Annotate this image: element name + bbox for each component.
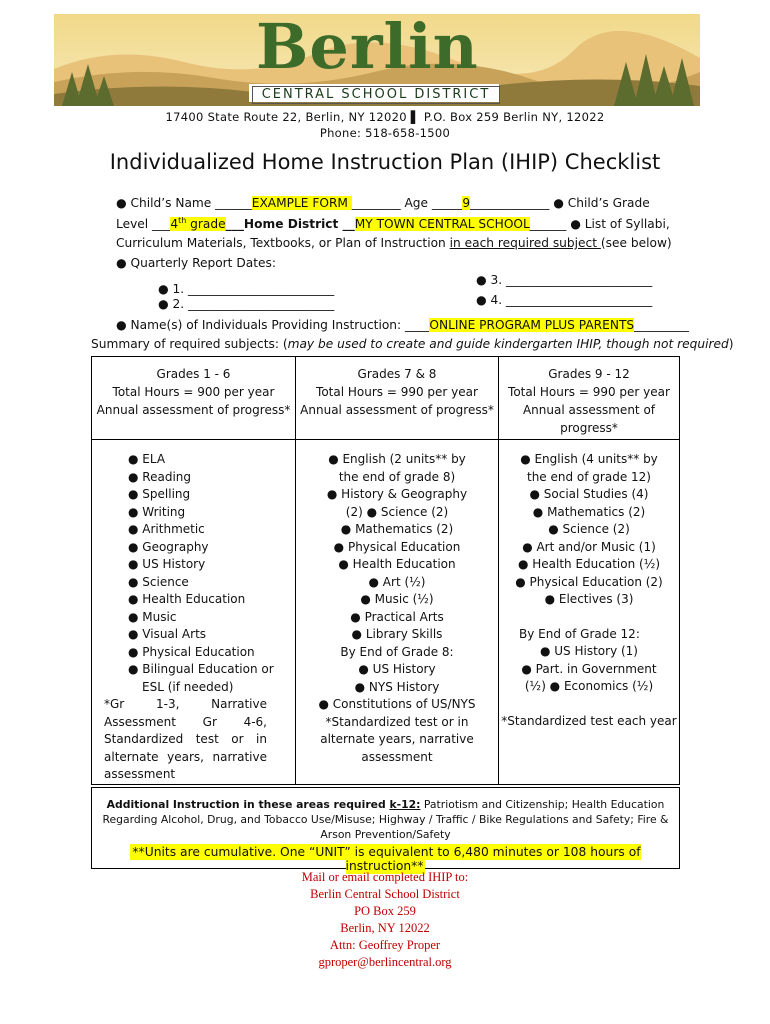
list-item: ● Reading: [128, 469, 191, 484]
grades-1-6-note: *Gr 1-3, Narrative Assessment Gr 4-6, Standardized test or in alternate years, narrative assessment: [104, 697, 267, 781]
grades-1-6-subjects: [92, 440, 296, 785]
list-item: ● Spelling: [128, 487, 191, 501]
page-title: Individualized Home Instruction Plan (IHIP) Checklist: [109, 150, 661, 174]
list-item: ● Social Studies (4): [529, 487, 649, 501]
grades-9-12-subjects: [499, 440, 680, 785]
grades-7-8-subjects: [296, 440, 499, 785]
list-item: ● Science (2): [548, 522, 630, 536]
grade-district-line: Level ___4th grade___Home District __MY TOWN CENTRAL SCHOOL______ ● List of Syllabi,: [116, 216, 670, 232]
mail-line: Attn: Geoffrey Proper: [329, 938, 441, 952]
units-note: **Units are cumulative. One “UNIT” is equivalent to 6,480 minutes or 108 hours of instruction**: [132, 845, 641, 873]
list-item: ● Music (½): [360, 592, 434, 606]
list-item: ● Science: [128, 574, 189, 589]
instructors-value[interactable]: ONLINE PROGRAM PLUS PARENTS: [429, 318, 635, 332]
list-item: ● Art and/or Music (1): [522, 539, 656, 554]
additional-line-3: Arson Prevention/Safety: [320, 828, 451, 841]
list-item: ● Physical Education: [333, 539, 461, 554]
list-item: ● Part. in Government: [521, 661, 657, 676]
list-item: ● Bilingual Education or: [128, 662, 274, 676]
mail-line: Berlin Central School District: [310, 887, 460, 901]
list-item: By End of Grade 8:: [340, 644, 454, 659]
phone-line: Phone: 518-658-1500: [319, 126, 451, 140]
quarter-3-field[interactable]: ● 3. ________________________: [476, 273, 653, 287]
list-item: the end of grade 8): [338, 469, 456, 484]
grades-9-12-header: Grades 9 - 12 Total Hours = 990 per year Annual assessment of progress*: [499, 357, 680, 440]
list-item: ● Music: [128, 609, 177, 624]
instructors-line: ● Name(s) of Individuals Providing Instruction: ____ONLINE PROGRAM PLUS PARENTS_________: [116, 318, 689, 332]
district-name: CENTRAL SCHOOL DISTRICT: [252, 86, 500, 104]
quarterly-label: ● Quarterly Report Dates:: [116, 256, 276, 270]
list-item: ● History & Geography: [326, 487, 468, 501]
mail-line: Berlin, NY 12022: [340, 921, 430, 935]
list-item: ● Health Education: [338, 557, 456, 571]
grade-value[interactable]: 4th grade: [170, 216, 226, 232]
subjects-table: [91, 356, 680, 785]
list-item: ESL (if needed): [142, 679, 234, 694]
curriculum-line: Curriculum Materials, Textbooks, or Plan of Instruction in each required subject (see below): [116, 236, 672, 250]
list-item: ● English (2 units** by: [328, 452, 466, 466]
mail-line: Mail or email completed IHIP to:: [301, 870, 469, 884]
by-end-grade-12: By End of Grade 12:: [519, 626, 640, 641]
additional-instruction-box: [91, 787, 680, 873]
list-item: ● Electives (3): [544, 592, 634, 606]
list-item: (2) ● Science (2): [345, 504, 449, 519]
list-item: ● Physical Education (2): [515, 574, 663, 589]
list-item: the end of grade 12): [527, 469, 651, 484]
list-item: ● Practical Arts: [350, 609, 444, 624]
list-item: ● NYS History: [354, 679, 440, 694]
additional-line-1: Additional Instruction in these areas required k-12: Patriotism and Citizenship; Health Education: [106, 798, 665, 811]
school-name: Berlin: [256, 10, 479, 83]
list-item: *Standardized test or in: [325, 714, 469, 729]
list-item: ● Geography: [128, 539, 209, 554]
list-item: ● Health Education (½): [517, 557, 661, 571]
list-item: ● Physical Education: [128, 644, 255, 659]
list-item: (½) ● Economics (½): [524, 679, 654, 693]
grades-9-12-note: *Standardized test each year: [501, 713, 677, 728]
list-item: ● Mathematics (2): [340, 522, 454, 536]
list-item: ● Art (½): [368, 574, 426, 589]
list-item: ● Visual Arts: [128, 627, 207, 641]
email-link[interactable]: gproper@berlincentral.org: [318, 955, 452, 969]
child-name-value[interactable]: EXAMPLE FORM: [251, 196, 352, 210]
list-item: assessment: [361, 749, 433, 764]
list-item: ● English (4 units** by: [520, 452, 658, 466]
age-value[interactable]: 9: [462, 196, 471, 210]
list-item: ● US History: [358, 662, 436, 676]
list-item: alternate years, narrative: [320, 732, 474, 746]
quarter-1-field[interactable]: ● 1. ________________________: [158, 282, 335, 296]
list-item: ● US History: [128, 557, 206, 571]
additional-line-2: Regarding Alcohol, Drug, and Tobacco Use/Misuse; Highway / Traffic / Bike Regulations and Safety; Fire &: [102, 813, 669, 826]
grades-7-8-header: Grades 7 & 8 Total Hours = 990 per year Annual assessment of progress*: [296, 357, 499, 440]
address-line: 17400 State Route 22, Berlin, NY 12020 ▌ P.O. Box 259 Berlin NY, 12022: [165, 110, 605, 124]
list-item: ● Health Education: [128, 592, 246, 606]
list-item: ● Library Skills: [351, 627, 443, 641]
grades-1-6-header: Grades 1 - 6 Total Hours = 900 per year Annual assessment of progress*: [92, 357, 296, 440]
list-item: ● Mathematics (2): [532, 504, 646, 519]
list-item: ● Arithmetic: [128, 522, 205, 536]
child-info-line: ● Child’s Name ______EXAMPLE FORM ________ Age _____9_____________ ● Child’s Grade: [116, 196, 650, 210]
list-item: ● US History (1): [539, 644, 638, 658]
home-district-value[interactable]: MY TOWN CENTRAL SCHOOL: [354, 217, 530, 232]
list-item: ● Constitutions of US/NYS: [318, 697, 476, 711]
list-item: ● ELA: [128, 452, 166, 466]
summary-line: Summary of required subjects: (may be used to create and guide kindergarten IHIP, though not required): [91, 337, 734, 351]
quarter-2-field[interactable]: ● 2. ________________________: [158, 297, 335, 311]
mail-line: PO Box 259: [354, 904, 416, 918]
quarter-4-field[interactable]: ● 4. ________________________: [476, 293, 653, 307]
list-item: ● Writing: [128, 504, 186, 519]
